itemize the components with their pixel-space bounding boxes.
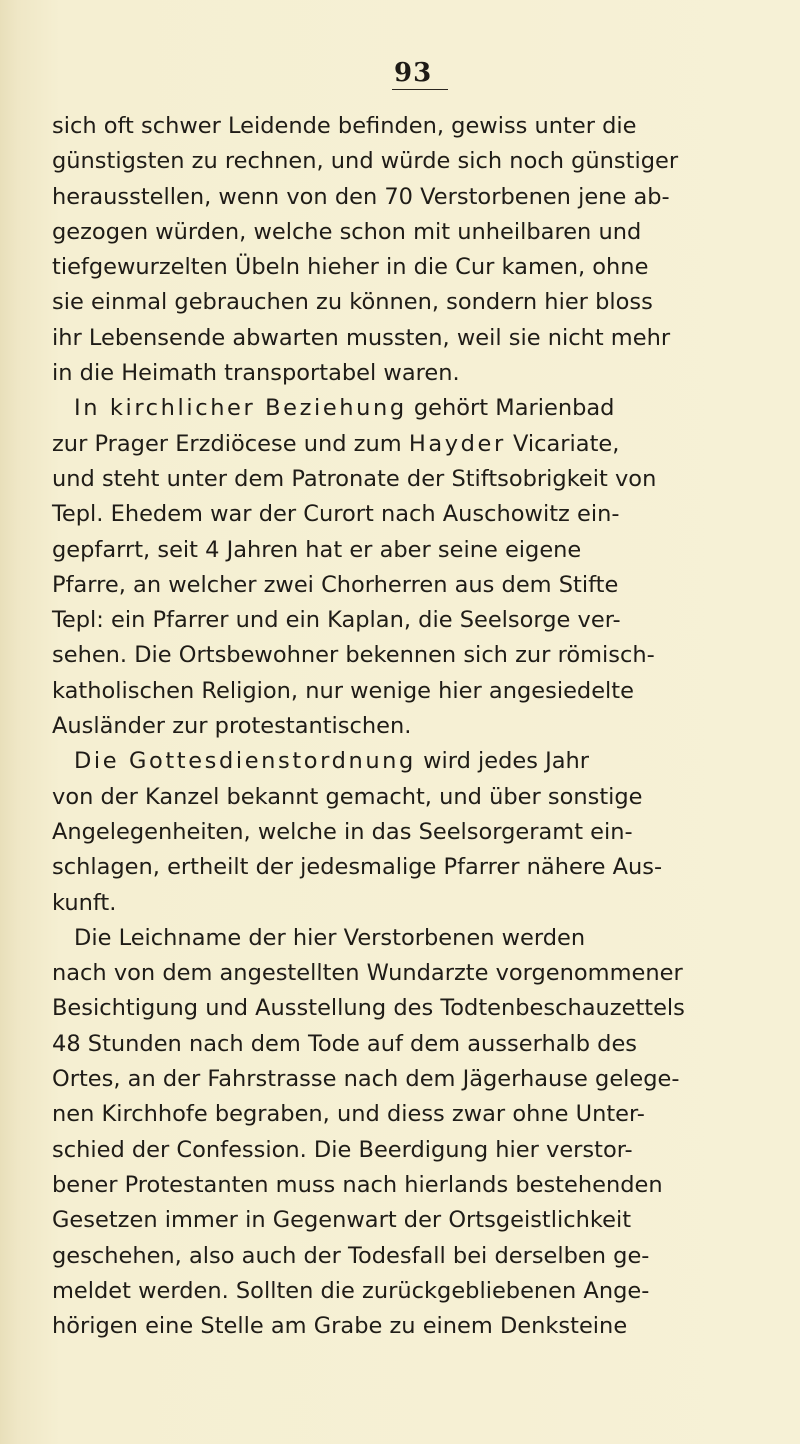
- text-line: herausstellen, wenn von den 70 Verstorbenen jene ab-: [52, 183, 670, 210]
- text-line: sich oft schwer Leidende befinden, gewiss unter die: [52, 113, 637, 139]
- text-line: katholischen Religion, nur wenige hier angesiedelte: [52, 677, 634, 704]
- text-line: 48 Stunden nach dem Tode auf dem ausserhalb des: [52, 1030, 638, 1057]
- text-line: günstigsten zu rechnen, und würde sich noch günstiger: [52, 148, 679, 175]
- text-line: Pfarre, an welcher zwei Chorherren aus dem Stifte: [52, 571, 619, 598]
- text-line: von der Kanzel bekannt gemacht, und über sonstige: [52, 783, 643, 810]
- text-line: hörigen eine Stelle am Grabe zu einem Denksteine: [52, 1313, 628, 1340]
- text-line: tiefgewurzelten Übeln hieher in die Cur kamen, ohne: [52, 254, 649, 281]
- text-line: nach von dem angestellten Wundarzte vorgenommener: [52, 960, 683, 987]
- text-run: gehört Marienbad: [406, 395, 615, 422]
- text-line: Gesetzen immer in Gegenwart der Ortsgeistlichkeit: [52, 1207, 632, 1234]
- body-text: [52, 109, 782, 1344]
- text-line: gepfarrt, seit 4 Jahren hat er aber seine eigene: [52, 536, 582, 563]
- text-line: ihr Lebensende abwarten mussten, weil sie nicht mehr: [52, 324, 671, 351]
- text-line: bener Protestanten muss nach hierlands bestehenden: [52, 1171, 663, 1198]
- page-number-rule: [392, 89, 448, 90]
- text-line: kunft.: [52, 889, 117, 916]
- text-line: Besichtigung und Ausstellung des Todtenbeschauzettels: [52, 995, 685, 1022]
- text-line: Angelegenheiten, welche in das Seelsorgeramt ein-: [52, 818, 633, 845]
- emphasized-name: Hayder: [408, 430, 506, 457]
- text-line: Tepl: ein Pfarrer und ein Kaplan, die Seelsorge ver-: [52, 607, 621, 634]
- text-line: Ausländer zur protestantischen.: [52, 713, 412, 740]
- text-line: Tepl. Ehedem war der Curort nach Auschowitz ein-: [52, 501, 620, 528]
- text-run: wird jedes Jahr: [415, 748, 590, 775]
- text-line: geschehen, also auch der Todesfall bei derselben ge-: [52, 1242, 650, 1269]
- page-number: 93: [394, 58, 433, 88]
- text-line: nen Kirchhofe begraben, und diess zwar ohne Unter-: [52, 1101, 645, 1128]
- text-line: gezogen würden, welche schon mit unheilbaren und: [52, 218, 642, 245]
- paragraph-first-line: [52, 391, 782, 426]
- paragraph-first-line: Die Leichname der hier Verstorbenen werden: [74, 924, 586, 951]
- text-run: Vicariate,: [505, 430, 620, 457]
- text-run: zur Prager Erzdiöcese und zum: [52, 430, 409, 457]
- text-line: in die Heimath transportabel waren.: [52, 360, 460, 387]
- text-line: meldet werden. Sollten die zurückgebliebenen Ange-: [52, 1277, 650, 1304]
- text-line: Ortes, an der Fahrstrasse nach dem Jägerhause gelege-: [52, 1066, 680, 1093]
- emphasized-heading: Die Gottesdienstordnung: [74, 748, 416, 775]
- text-line: sehen. Die Ortsbewohner bekennen sich zur römisch-: [52, 642, 655, 669]
- text-line: schlagen, ertheilt der jedesmalige Pfarrer nähere Aus-: [52, 854, 663, 881]
- emphasized-heading: In kirchlicher Beziehung: [74, 395, 407, 422]
- text-line: [52, 427, 782, 462]
- text-line: sie einmal gebrauchen zu können, sondern hier bloss: [52, 289, 653, 316]
- paragraph-first-line: [52, 744, 782, 779]
- text-line: schied der Confession. Die Beerdigung hier verstor-: [52, 1136, 633, 1163]
- text-line: und steht unter dem Patronate der Stiftsobrigkeit von: [52, 465, 657, 492]
